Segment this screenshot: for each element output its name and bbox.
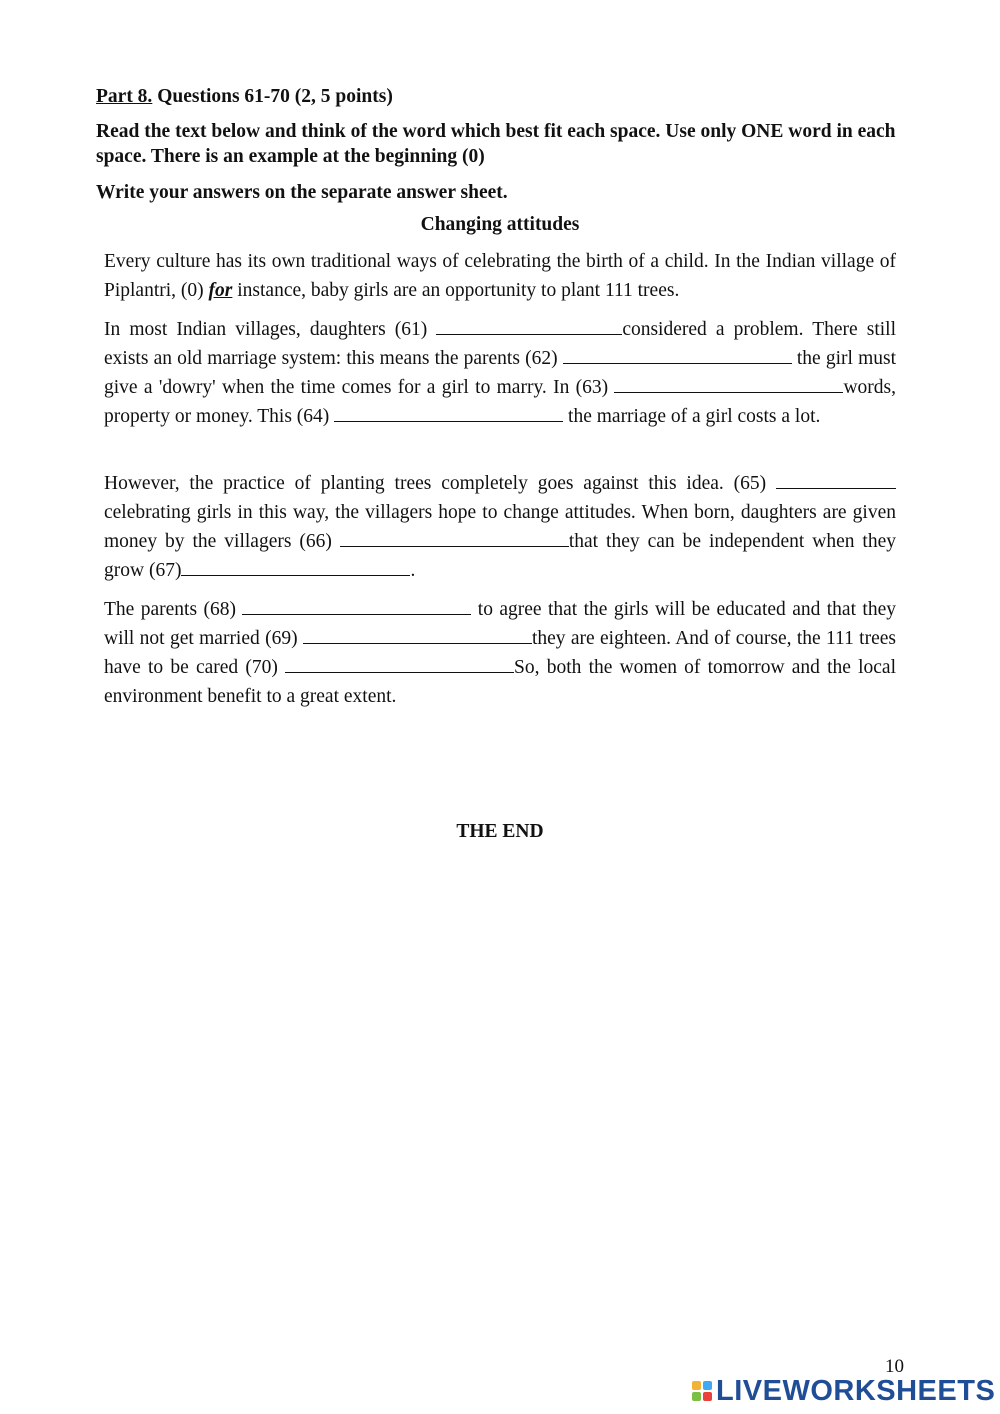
logo-block: [692, 1381, 701, 1390]
blank-62[interactable]: [563, 346, 792, 364]
paragraph-2-text-d: words, property or money. This (64): [104, 377, 896, 427]
paragraph-4-text-d: So, both the women of tomorrow and the local environment benefit to a great extent.: [104, 657, 896, 707]
passage-title: Changing attitudes: [420, 214, 580, 235]
part-label: Part 8.: [96, 86, 153, 107]
paragraph-2-text-e: the marriage of a girl costs a lot.: [563, 406, 821, 427]
answer-sheet-note: Write your answers on the separate answer sheet.: [96, 182, 508, 203]
blank-61[interactable]: [436, 317, 622, 335]
paragraph-4: [104, 595, 896, 711]
paragraph-2-text-b: considered a problem. There still exists an old marriage system: this means the parents (62): [104, 319, 896, 369]
logo-blocks-icon: [692, 1381, 712, 1401]
blank-65[interactable]: [776, 471, 896, 489]
paragraph-1: [104, 247, 896, 305]
instructions: Read the text below and think of the word which best fit each space. Use only ONE word in each space. There is an example at the beginning (0): [96, 121, 896, 167]
liveworksheets-logo[interactable]: [692, 1374, 995, 1408]
logo-text: LIVEWORKSHEETS: [716, 1374, 996, 1407]
paragraph-3-text-b: celebrating girls in this way, the villagers hope to change attitudes. When born, daughters are given money by the villagers (66): [104, 502, 896, 552]
example-answer: for: [208, 280, 233, 301]
paragraph-2-text-a: In most Indian villages, daughters (61): [104, 319, 437, 340]
logo-block: [703, 1381, 712, 1390]
paragraph-2-text-c: the girl must give a 'dowry' when the time comes for a girl to marry. In (63): [104, 348, 896, 398]
paragraph-4-text-c: they are eighteen. And of course, the 111 trees have to be cared (70): [104, 628, 896, 678]
logo-block: [703, 1392, 712, 1401]
logo-block: [692, 1392, 701, 1401]
paragraph-2: [104, 315, 896, 431]
paragraph-3: [104, 469, 896, 585]
paragraph-1-text-a: Every culture has its own traditional ways of celebrating the birth of a child. In the Indian village of Piplantri, (0): [104, 251, 896, 301]
blank-66[interactable]: [340, 529, 569, 547]
end-marker: THE END: [456, 821, 544, 842]
paragraph-4-text-a: The parents (68): [104, 599, 243, 620]
page-number: 10: [885, 1356, 904, 1377]
part-heading: [96, 84, 916, 109]
blank-67[interactable]: [181, 558, 410, 576]
blank-63[interactable]: [614, 375, 843, 393]
paragraph-3-text-d: .: [410, 560, 416, 581]
paragraph-3-text-c: that they can be independent when they grow (67): [104, 531, 897, 581]
paragraph-1-text-b: instance, baby girls are an opportunity to plant 111 trees.: [232, 280, 680, 301]
blank-64[interactable]: [334, 404, 563, 422]
paragraph-3-text-a: However, the practice of planting trees completely goes against this idea. (65): [104, 473, 776, 494]
blank-69[interactable]: [303, 626, 532, 644]
blank-70[interactable]: [285, 655, 514, 673]
blank-68[interactable]: [242, 597, 471, 615]
paragraph-4-text-b: to agree that the girls will be educated and that they will not get married (69): [104, 599, 896, 649]
part-questions: Questions 61-70 (2, 5 points): [152, 86, 393, 107]
